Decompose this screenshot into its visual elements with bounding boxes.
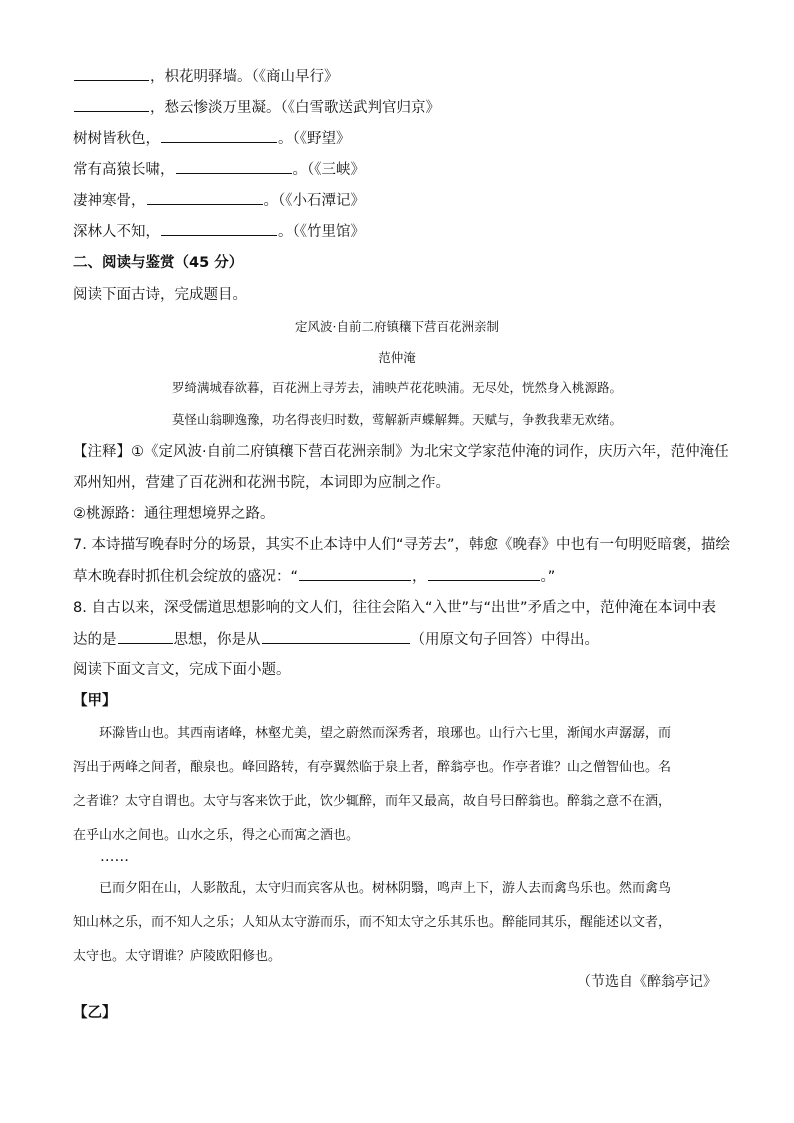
passage-line: 在乎山水之间也。山水之乐，得之心而寓之酒也。 [73, 828, 360, 843]
instruction-passage: 阅读下面文言文，完成下面小题。 [73, 662, 291, 678]
answer-blank[interactable] [74, 66, 149, 81]
answer-blank[interactable] [118, 629, 173, 644]
question-7-line2: 草木晚春时抓住机会绽放的盛况：“ ， 。” [73, 566, 555, 587]
passage-source: （节选自《醉翁亭记》 [577, 974, 717, 990]
note-line: 【注释】①《定风波·自前二府镇穰下营百花洲亲制》为北宋文学家范仲淹的词作，庆历六年，范仲淹任 [73, 444, 729, 460]
passage-paragraph-2 [73, 872, 723, 974]
section-heading: 二、阅读与鉴赏（45 分） [73, 255, 244, 271]
note-line: ②桃源路：通往理想境界之路。 [73, 506, 275, 522]
fill-line-3: 树树皆秋色， 。（《野望》 [73, 128, 351, 149]
answer-blank[interactable] [161, 221, 277, 236]
fill-line-4: 常有高猿长啸， 。（《三峡》 [73, 159, 365, 180]
passage-line: 已而夕阳在山，人影散乱，太守归而宾客从也。树林阴翳，鸣声上下，游人去而禽鸟乐也。然而禽鸟 [99, 881, 672, 896]
section-label-yi: 【乙】 [73, 1005, 117, 1021]
passage-line: 知山林之乐，而不知人之乐；人知从太守游而乐，而不知太守之乐其乐也。醉能同其乐，醒能述以文者， [73, 915, 672, 930]
answer-blank[interactable] [176, 159, 292, 174]
passage-line: 环滁皆山也。其西南诸峰，林壑尤美，望之蔚然而深秀者，琅琊也。山行六七里，渐闻水声潺潺，而 [99, 726, 672, 741]
answer-blank[interactable] [262, 629, 410, 644]
instruction-poem: 阅读下面古诗，完成题目。 [73, 287, 247, 303]
ellipsis: …… [100, 849, 129, 865]
answer-blank[interactable] [299, 566, 411, 581]
question-8-line2: 达的是 思想，你是从 （用原文句子回答）中得出。 [73, 629, 599, 650]
passage-paragraph-1 [73, 717, 723, 853]
fill-line-1: ，枳花明驿墙。（《商山早行》 [73, 66, 339, 87]
note-line: 邓州知州，营建了百花洲和花洲书院，本词即为应制之作。 [73, 475, 450, 491]
question-7: 7. 本诗描写晚春时分的场景，其实不止本诗中人们“寻芳去”，韩愈《晚春》中也有一句明贬暗褒，描绘 [73, 537, 730, 553]
poem-line: 罗绮满城春欲暮，百花洲上寻芳去，浦映芦花花映浦。无尽处，恍然身入桃源路。 [171, 380, 622, 395]
poem-line: 莫怪山翁聊逸豫，功名得丧归时数，莺解新声蝶解舞。天赋与，争教我辈无欢绪。 [171, 412, 622, 427]
answer-blank[interactable] [147, 190, 263, 205]
passage-line: 之者谁？太守自谓也。太守与客来饮于此，饮少辄醉，而年又最高，故自号曰醉翁也。醉翁之意不在酒， [73, 794, 672, 809]
section-label-jia: 【甲】 [73, 693, 117, 709]
fill-line-6: 深林人不知， 。（《竹里馆》 [73, 221, 365, 242]
passage-line: 太守也。太守谓谁？庐陵欧阳修也。 [73, 949, 282, 964]
fill-line-2: ，愁云惨淡万里凝。（《白雪歌送武判官归京》 [73, 97, 440, 118]
poem-author: 范仲淹 [378, 350, 416, 365]
answer-blank[interactable] [161, 128, 277, 143]
fill-line-5: 凄神寒骨， 。（《小石潭记》 [73, 190, 365, 211]
question-8: 8. 自古以来，深受儒道思想影响的文人们，往往会陷入“入世”与“出世”矛盾之中，范仲淹在本词中表 [73, 600, 716, 616]
answer-blank[interactable] [428, 566, 540, 581]
passage-line: 泻出于两峰之间者，酿泉也。峰回路转，有亭翼然临于泉上者，醉翁亭也。作亭者谁？山之僧智仙也。名 [73, 760, 672, 775]
answer-blank[interactable] [74, 97, 149, 112]
poem-title: 定风波·自前二府镇穰下营百花洲亲制 [295, 319, 499, 334]
